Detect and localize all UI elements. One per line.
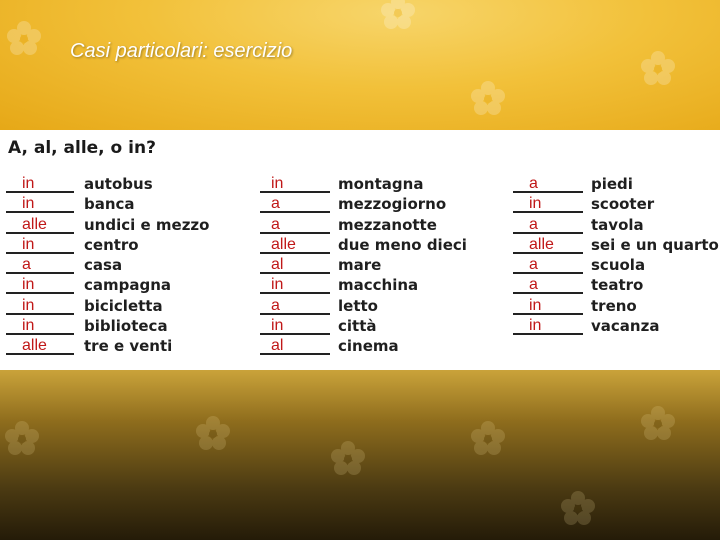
answer-text: al bbox=[271, 256, 284, 274]
answer-text: a bbox=[529, 276, 538, 294]
answer-text: a bbox=[22, 256, 31, 274]
answer-text: alle bbox=[271, 235, 296, 253]
flower-icon bbox=[640, 405, 676, 441]
answer-blank-line bbox=[513, 272, 583, 274]
flower-icon bbox=[470, 420, 506, 456]
word-text: sei e un quarto bbox=[591, 235, 719, 254]
word-text: piedi bbox=[591, 175, 633, 193]
answer-blank-line bbox=[513, 333, 583, 335]
answer-text: in bbox=[22, 296, 35, 314]
answer-text: a bbox=[271, 215, 280, 233]
word-text: vacanza bbox=[591, 317, 660, 336]
word-text: letto bbox=[338, 296, 378, 315]
answer-text: in bbox=[22, 317, 35, 335]
answer-text: a bbox=[529, 256, 538, 274]
flower-icon bbox=[380, 0, 416, 30]
word-text: cinema bbox=[338, 337, 399, 356]
answer-blank-line bbox=[6, 292, 74, 294]
word-text: mezzanotte bbox=[338, 215, 437, 234]
answer-text: alle bbox=[22, 337, 47, 355]
word-text: centro bbox=[84, 235, 139, 254]
word-text: scuola bbox=[591, 256, 646, 275]
word-text: treno bbox=[591, 296, 637, 315]
word-text: scooter bbox=[591, 195, 655, 214]
answer-text: alle bbox=[529, 235, 554, 253]
answer-text: in bbox=[529, 296, 542, 314]
word-text: bicicletta bbox=[84, 296, 163, 315]
word-text: montagna bbox=[338, 175, 424, 193]
word-text: autobus bbox=[84, 175, 153, 193]
answer-text: a bbox=[271, 296, 280, 314]
answer-blank-line bbox=[513, 191, 583, 193]
answer-text: alle bbox=[22, 215, 47, 233]
answer-text: in bbox=[22, 235, 35, 253]
flower-icon bbox=[6, 20, 42, 56]
answer-text: in bbox=[271, 175, 284, 192]
answer-text: a bbox=[271, 195, 280, 213]
answer-text: a bbox=[529, 215, 538, 233]
word-text: undici e mezzo bbox=[84, 215, 210, 234]
answer-blank-line bbox=[6, 333, 74, 335]
slide-title: Casi particolari: esercizio bbox=[70, 40, 293, 62]
flower-icon bbox=[470, 80, 506, 116]
answer-text: a bbox=[529, 175, 538, 192]
flower-icon bbox=[195, 415, 231, 451]
word-text: teatro bbox=[591, 276, 644, 295]
exercise-panel bbox=[0, 130, 720, 370]
flower-icon bbox=[640, 50, 676, 86]
answer-blank-line bbox=[513, 292, 583, 294]
word-text: mare bbox=[338, 256, 382, 275]
word-text: biblioteca bbox=[84, 317, 168, 336]
answer-blank-line bbox=[513, 313, 583, 315]
answer-blank-line bbox=[513, 211, 583, 213]
word-text: campagna bbox=[84, 276, 172, 295]
word-text: mezzogiorno bbox=[338, 195, 447, 214]
answer-blank-line bbox=[6, 272, 74, 274]
word-text: banca bbox=[84, 195, 135, 214]
slide-header-background bbox=[0, 0, 720, 130]
word-text: tre e venti bbox=[84, 337, 173, 356]
word-text: due meno dieci bbox=[338, 235, 467, 254]
flower-icon bbox=[560, 490, 596, 526]
answer-blank-line bbox=[6, 211, 74, 213]
answer-text: in bbox=[529, 195, 542, 213]
flower-icon bbox=[4, 420, 40, 456]
answer-blank-line bbox=[513, 232, 583, 234]
answer-text: in bbox=[529, 317, 542, 335]
answer-blank-line bbox=[6, 252, 74, 254]
answer-text: al bbox=[271, 337, 284, 355]
answer-text: in bbox=[22, 276, 35, 294]
word-text: città bbox=[338, 317, 377, 336]
answer-text: in bbox=[271, 317, 284, 335]
answer-blank-line bbox=[6, 191, 74, 193]
answer-text: in bbox=[22, 195, 35, 213]
answer-blank-line bbox=[6, 313, 74, 315]
word-text: tavola bbox=[591, 215, 644, 234]
word-text: macchina bbox=[338, 276, 419, 295]
exercise-question: A, al, alle, o in? bbox=[8, 138, 156, 158]
flower-icon bbox=[330, 440, 366, 476]
answer-text: in bbox=[271, 276, 284, 294]
answer-text: in bbox=[22, 175, 35, 192]
word-text: casa bbox=[84, 256, 123, 275]
